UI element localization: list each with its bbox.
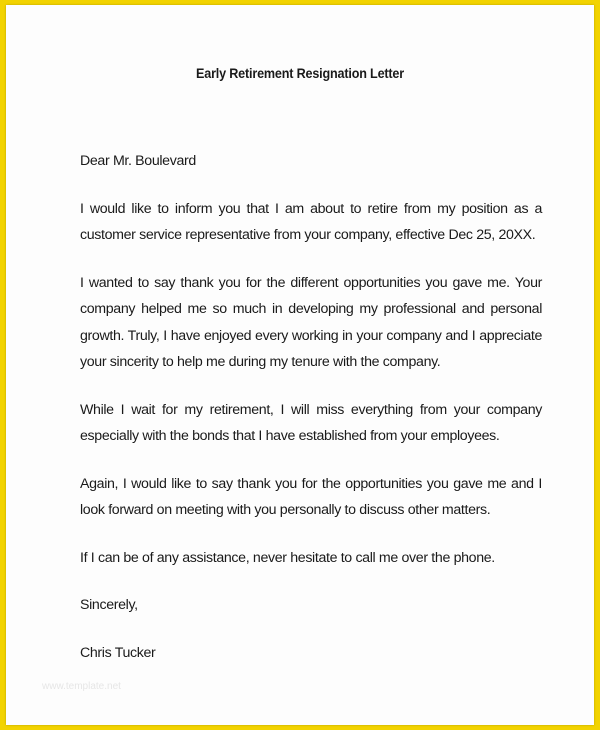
paragraph: Again, I would like to say thank you for the opportunities you gave me and I look forward on meeting with you personally to discuss other matters.: [80, 475, 542, 518]
signature: Chris Tucker: [80, 644, 156, 661]
letter-body: [80, 148, 542, 687]
paragraph: I would like to inform you that I am about to retire from my position as a customer service representative from your company, effective Dec 25, 20XX.: [80, 200, 542, 243]
letter-title: Early Retirement Resignation Letter: [196, 65, 404, 81]
paragraph: If I can be of any assistance, never hesitate to call me over the phone.: [80, 549, 495, 566]
paragraph: I wanted to say thank you for the different opportunities you gave me. Your company helped me so much in developing my professional and personal growth. Truly, I have enjoyed every working in your company and I appreciate your sincerity to help me during my tenure with the company.: [80, 274, 542, 370]
salutation: Dear Mr. Boulevard: [80, 153, 196, 169]
watermark: www.template.net: [42, 681, 121, 692]
closing: Sincerely,: [80, 597, 138, 613]
paragraph: While I wait for my retirement, I will miss everything from your company especially with the bonds that I have established from your employees.: [80, 401, 542, 444]
letter-page: [6, 5, 594, 725]
